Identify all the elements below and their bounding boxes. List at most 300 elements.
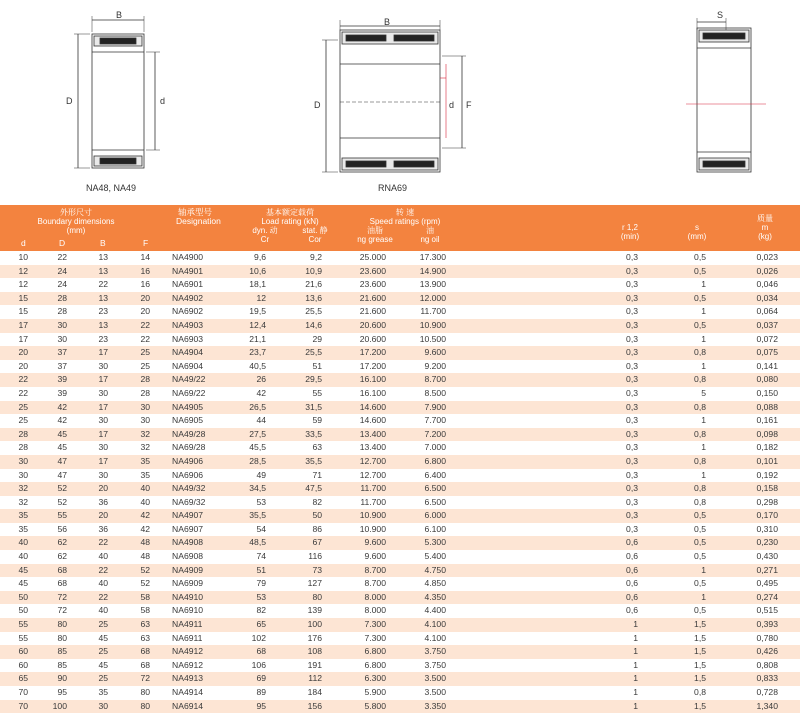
- cell-d: 30: [18, 455, 28, 466]
- cell-D: 28: [57, 306, 67, 317]
- table-row: [0, 659, 800, 673]
- cell-des: NA6914: [172, 700, 204, 711]
- cell-m: 0,495: [756, 578, 778, 589]
- cell-D: 47: [57, 455, 67, 466]
- cell-d: 15: [18, 306, 28, 317]
- bearing-diagrams: [0, 0, 800, 205]
- cell-D: 62: [57, 537, 67, 548]
- cell-m: 0,780: [756, 632, 778, 643]
- cell-F: 52: [140, 564, 150, 575]
- cell-s: 0,5: [694, 292, 706, 303]
- cell-B: 40: [98, 551, 108, 562]
- s-unit: (mm): [687, 232, 707, 241]
- cell-cor: 176: [307, 632, 322, 643]
- cell-cor: 127: [307, 578, 322, 589]
- cell-m: 0,046: [756, 279, 778, 290]
- cell-F: 30: [140, 401, 150, 412]
- cell-des: NA6909: [172, 578, 204, 589]
- cell-grease: 13.400: [359, 428, 386, 439]
- cell-B: 22: [98, 279, 108, 290]
- cell-d: 32: [18, 496, 28, 507]
- third-bearing-drawing: [686, 18, 766, 172]
- r-label: r 1,2: [621, 223, 638, 232]
- cell-F: 40: [140, 496, 150, 507]
- cell-F: 16: [140, 279, 150, 290]
- cell-F: 80: [140, 687, 150, 697]
- cell-s: 1: [701, 591, 706, 602]
- cell-s: 1,5: [694, 673, 706, 684]
- cell-r: 0,3: [626, 442, 638, 453]
- cell-oil: 4.100: [424, 619, 446, 630]
- cell-d: 25: [18, 415, 28, 426]
- mass-unit: (kg): [758, 232, 772, 241]
- cell-grease: 17.200: [359, 347, 386, 358]
- cell-m: 0,161: [756, 415, 778, 426]
- cell-D: 80: [57, 632, 67, 643]
- cell-B: 25: [98, 619, 108, 630]
- cell-cor: 116: [308, 551, 322, 562]
- cell-d: 45: [18, 564, 28, 575]
- cell-oil: 13.900: [419, 279, 446, 290]
- cell-m: 0,150: [756, 387, 778, 398]
- rna69-label-d: d: [449, 100, 455, 110]
- cell-B: 45: [98, 659, 108, 670]
- mass-m: m: [761, 223, 769, 232]
- cell-cr: 54: [256, 523, 266, 534]
- table-row: [0, 373, 800, 387]
- cell-F: 22: [140, 333, 150, 344]
- cell-F: 42: [140, 510, 150, 521]
- cell-d: 12: [18, 279, 28, 290]
- cell-B: 36: [98, 496, 108, 507]
- cell-F: 20: [140, 306, 150, 317]
- cell-r: 0,3: [626, 401, 638, 412]
- cell-D: 30: [57, 319, 67, 330]
- cell-m: 0,298: [756, 496, 778, 507]
- cell-grease: 10.900: [359, 523, 386, 534]
- cell-d: 17: [18, 333, 28, 344]
- cell-cr: 89: [256, 687, 266, 697]
- cell-cor: 31,5: [305, 401, 322, 412]
- grease-en: ng grease: [357, 235, 393, 244]
- boundary-en: Boundary dimensions: [37, 217, 115, 226]
- cell-oil: 8.700: [424, 374, 446, 385]
- cell-oil: 3.750: [424, 646, 446, 657]
- table-row: [0, 672, 800, 686]
- cell-grease: 8.000: [364, 591, 386, 602]
- rna69-drawing: [322, 20, 466, 172]
- cell-cor: 112: [308, 673, 322, 684]
- load-en: Load rating (kN): [261, 217, 319, 226]
- cell-B: 13: [98, 252, 108, 262]
- cell-F: 58: [140, 605, 150, 616]
- cell-F: 63: [140, 619, 150, 630]
- col-D: D: [59, 238, 66, 248]
- cell-m: 0,141: [756, 360, 778, 371]
- cell-cr: 10,6: [249, 265, 266, 276]
- cell-r: 0,3: [626, 415, 638, 426]
- cell-cr: 12,4: [249, 319, 266, 330]
- cell-cor: 139: [307, 605, 322, 616]
- cell-oil: 9.600: [424, 347, 446, 358]
- cell-s: 0,5: [694, 319, 706, 330]
- cell-r: 1: [633, 673, 638, 684]
- designation-en: Designation: [176, 216, 221, 226]
- speed-en: Speed ratings (rpm): [369, 217, 441, 226]
- cell-r: 0,3: [626, 469, 638, 480]
- oil-cn: 油: [426, 226, 434, 235]
- cell-D: 62: [57, 551, 67, 562]
- cell-cr: 49: [256, 469, 266, 480]
- cell-r: 0,6: [626, 578, 638, 589]
- cell-cor: 71: [312, 469, 322, 480]
- cell-cr: 48,5: [249, 537, 266, 548]
- cell-F: 30: [140, 415, 150, 426]
- table-row: [0, 496, 800, 510]
- cell-s: 1,5: [694, 632, 706, 643]
- table-row: [0, 482, 800, 496]
- cell-s: 0,8: [694, 374, 706, 385]
- rna69-caption: RNA69: [378, 183, 408, 193]
- cell-d: 65: [18, 673, 28, 684]
- cell-des: NA6912: [172, 659, 204, 670]
- table-row: [0, 618, 800, 632]
- table-row: [0, 604, 800, 618]
- cell-B: 30: [98, 442, 108, 453]
- na48-na49-drawing: [74, 16, 160, 168]
- cell-des: NA4903: [172, 319, 204, 330]
- table-row: [0, 523, 800, 537]
- cell-D: 45: [57, 442, 67, 453]
- cell-r: 0,3: [626, 347, 638, 358]
- cell-B: 17: [98, 347, 108, 358]
- table-row: [0, 564, 800, 578]
- cell-r: 0,3: [626, 428, 638, 439]
- cell-des: NA4907: [172, 510, 204, 521]
- cell-B: 17: [98, 401, 108, 412]
- cell-B: 30: [98, 469, 108, 480]
- cell-oil: 9.200: [424, 360, 446, 371]
- cell-d: 70: [18, 700, 28, 711]
- cell-D: 56: [57, 523, 67, 534]
- cell-d: 55: [18, 619, 28, 630]
- cell-s: 0,5: [694, 523, 706, 534]
- cell-F: 32: [140, 442, 150, 453]
- cell-m: 0,064: [756, 306, 778, 317]
- cell-oil: 6.500: [424, 483, 446, 494]
- cell-cor: 73: [312, 564, 322, 575]
- cell-m: 0,034: [756, 292, 778, 303]
- cell-D: 72: [57, 591, 67, 602]
- cell-s: 1,5: [694, 700, 706, 711]
- cell-oil: 7.200: [424, 428, 446, 439]
- cell-B: 45: [98, 632, 108, 643]
- cell-d: 22: [18, 374, 28, 385]
- cell-des: NA4909: [172, 564, 204, 575]
- cell-s: 0,5: [694, 605, 706, 616]
- cell-cr: 26: [256, 374, 266, 385]
- col-d: d: [21, 238, 26, 248]
- cell-s: 0,8: [694, 347, 706, 358]
- cell-oil: 4.100: [424, 632, 446, 643]
- cell-d: 35: [18, 523, 28, 534]
- cell-D: 37: [57, 347, 67, 358]
- cell-r: 0,6: [626, 564, 638, 575]
- cell-cor: 184: [307, 687, 322, 697]
- cell-D: 90: [57, 673, 67, 684]
- cell-d: 20: [18, 347, 28, 358]
- cell-grease: 23.600: [359, 279, 386, 290]
- cell-F: 42: [140, 523, 150, 534]
- cell-cr: 44: [256, 415, 266, 426]
- cell-m: 0,170: [756, 510, 778, 521]
- cell-des: NA69/28: [172, 442, 206, 453]
- cell-s: 0,8: [694, 401, 706, 412]
- cell-cr: 106: [251, 659, 266, 670]
- dyn-label: dyn. 动: [252, 226, 278, 235]
- cell-cor: 108: [307, 646, 322, 657]
- cell-s: 1,5: [694, 659, 706, 670]
- cell-cr: 34,5: [249, 483, 266, 494]
- cell-grease: 23.600: [359, 265, 386, 276]
- stat-label: stat. 静: [302, 226, 328, 235]
- cell-D: 52: [57, 496, 67, 507]
- table-row: [0, 469, 800, 483]
- cell-s: 1,5: [694, 619, 706, 630]
- cell-oil: 10.500: [419, 333, 446, 344]
- cell-d: 28: [18, 428, 28, 439]
- cell-s: 0,8: [694, 428, 706, 439]
- cell-grease: 8.700: [364, 564, 386, 575]
- cell-cr: 27,5: [249, 428, 266, 439]
- cell-oil: 12.000: [419, 292, 446, 303]
- designation-cn: 轴承型号: [178, 207, 213, 217]
- cell-des: NA4913: [172, 673, 204, 684]
- cell-cor: 51: [312, 360, 322, 371]
- cell-d: 25: [18, 401, 28, 412]
- table-row: [0, 632, 800, 646]
- cell-B: 35: [98, 687, 108, 697]
- cell-s: 1: [701, 279, 706, 290]
- cell-oil: 5.300: [424, 537, 446, 548]
- cell-cor: 100: [307, 619, 322, 630]
- cell-d: 35: [18, 510, 28, 521]
- cell-cor: 25,5: [305, 306, 322, 317]
- cell-m: 0,098: [756, 428, 778, 439]
- cell-des: NA49/32: [172, 483, 206, 494]
- cell-B: 20: [98, 483, 108, 494]
- table-row: [0, 265, 800, 279]
- cell-F: 32: [140, 428, 150, 439]
- cell-B: 25: [98, 646, 108, 657]
- cell-grease: 11.700: [360, 496, 386, 507]
- cell-r: 1: [633, 687, 638, 697]
- table-row: [0, 591, 800, 605]
- cell-m: 0,426: [756, 646, 778, 657]
- cell-cr: 40,5: [249, 360, 266, 371]
- table-row: [0, 686, 800, 700]
- boundary-unit: (mm): [66, 226, 86, 235]
- cell-r: 0,6: [626, 537, 638, 548]
- cell-cor: 82: [312, 496, 322, 507]
- cell-oil: 4.850: [424, 578, 446, 589]
- cell-grease: 16.100: [359, 387, 386, 398]
- cell-cr: 23,7: [249, 347, 266, 358]
- table-header: [0, 205, 800, 251]
- cell-B: 22: [98, 591, 108, 602]
- cell-D: 68: [57, 578, 67, 589]
- cell-des: NA4910: [172, 591, 204, 602]
- cell-F: 63: [140, 632, 150, 643]
- cell-cr: 35,5: [249, 510, 266, 521]
- cell-B: 20: [98, 510, 108, 521]
- cell-oil: 7.700: [424, 415, 446, 426]
- cell-oil: 6.000: [424, 510, 446, 521]
- cell-cr: 18,1: [249, 279, 266, 290]
- cell-oil: 7.000: [424, 442, 446, 453]
- cell-D: 55: [57, 510, 67, 521]
- cell-oil: 6.800: [424, 455, 446, 466]
- rna69-label-D: D: [314, 100, 321, 110]
- cell-r: 1: [633, 659, 638, 670]
- cell-r: 0,3: [626, 265, 638, 276]
- cell-grease: 20.600: [359, 319, 386, 330]
- cell-D: 42: [57, 415, 67, 426]
- cell-r: 0,3: [626, 523, 638, 534]
- cell-des: NA4908: [172, 537, 204, 548]
- r-unit: (min): [620, 232, 640, 241]
- cell-oil: 10.900: [419, 319, 446, 330]
- cell-grease: 20.600: [359, 333, 386, 344]
- cell-B: 30: [98, 415, 108, 426]
- cell-cor: 86: [312, 523, 322, 534]
- cell-des: NA69/32: [172, 496, 206, 507]
- cell-m: 0,182: [756, 442, 778, 453]
- mass-cn: 质量: [757, 214, 773, 223]
- cell-cor: 21,6: [305, 279, 322, 290]
- cell-oil: 4.400: [424, 605, 446, 616]
- table-row: [0, 401, 800, 415]
- cell-m: 0,037: [756, 319, 778, 330]
- cell-r: 0,3: [626, 333, 638, 344]
- cell-des: NA49/28: [172, 428, 206, 439]
- cell-F: 28: [140, 374, 150, 385]
- cell-grease: 12.700: [359, 469, 386, 480]
- cell-m: 0,808: [756, 659, 778, 670]
- cell-des: NA49/22: [172, 374, 206, 385]
- cell-cr: 9,6: [254, 252, 266, 262]
- cell-d: 70: [18, 687, 28, 697]
- cell-cor: 47,5: [305, 483, 322, 494]
- cell-D: 45: [57, 428, 67, 439]
- table-row: [0, 509, 800, 523]
- cell-d: 22: [18, 387, 28, 398]
- cell-F: 48: [140, 537, 150, 548]
- cell-F: 35: [140, 455, 150, 466]
- load-cn: 基本额定载荷: [266, 208, 314, 217]
- cell-cr: 21,1: [249, 333, 266, 344]
- cell-oil: 3.350: [424, 700, 446, 711]
- cell-D: 37: [57, 360, 67, 371]
- cell-D: 85: [57, 646, 67, 657]
- cell-d: 50: [18, 605, 28, 616]
- cell-des: NA6911: [172, 632, 203, 643]
- cell-r: 0,3: [626, 360, 638, 371]
- cell-F: 25: [140, 347, 150, 358]
- cell-r: 0,3: [626, 279, 638, 290]
- cell-oil: 5.400: [424, 551, 446, 562]
- third-label-s: S: [717, 10, 724, 20]
- col-B: B: [100, 238, 106, 248]
- table-row: [0, 414, 800, 428]
- cell-cr: 95: [256, 700, 266, 711]
- cell-r: 0,6: [626, 605, 638, 616]
- cell-B: 22: [98, 537, 108, 548]
- cell-oil: 17.300: [419, 252, 446, 262]
- cell-cor: 25,5: [305, 347, 322, 358]
- cell-des: NA6901: [172, 279, 204, 290]
- cell-F: 68: [140, 659, 150, 670]
- cell-r: 0,3: [626, 292, 638, 303]
- cell-d: 60: [18, 646, 28, 657]
- cell-grease: 6.800: [364, 659, 386, 670]
- cell-des: NA6908: [172, 551, 204, 562]
- cell-r: 1: [633, 700, 638, 711]
- cell-r: 0,6: [626, 591, 638, 602]
- cell-des: NA4906: [172, 455, 204, 466]
- cell-cr: 68: [256, 646, 266, 657]
- cell-r: 0,6: [626, 551, 638, 562]
- cell-F: 14: [140, 252, 150, 262]
- cell-oil: 6.400: [424, 469, 446, 480]
- cell-grease: 5.800: [364, 700, 386, 711]
- cell-B: 23: [98, 333, 108, 344]
- cell-d: 28: [18, 442, 28, 453]
- cell-D: 22: [57, 252, 67, 262]
- cell-D: 42: [57, 401, 67, 412]
- cell-r: 1: [633, 646, 638, 657]
- cell-r: 0,3: [626, 306, 638, 317]
- table-row: [0, 319, 800, 333]
- cell-cr: 74: [256, 551, 266, 562]
- cell-r: 1: [633, 632, 638, 643]
- cell-s: 0,5: [694, 265, 706, 276]
- cell-cr: 69: [256, 673, 266, 684]
- cell-d: 12: [18, 265, 28, 276]
- cell-oil: 3.750: [424, 659, 446, 670]
- cell-m: 0,271: [756, 564, 778, 575]
- cell-cor: 80: [312, 591, 322, 602]
- cell-cor: 29: [312, 333, 322, 344]
- cell-des: NA6905: [172, 415, 204, 426]
- cell-cr: 65: [256, 619, 266, 630]
- cell-B: 13: [98, 319, 108, 330]
- cell-oil: 3.500: [424, 687, 446, 697]
- cell-B: 30: [98, 700, 108, 711]
- cell-F: 80: [140, 700, 150, 711]
- cell-D: 52: [57, 483, 67, 494]
- cell-d: 50: [18, 591, 28, 602]
- cell-grease: 11.700: [360, 483, 386, 494]
- cell-B: 40: [98, 605, 108, 616]
- cell-cor: 63: [312, 442, 322, 453]
- s-label: s: [695, 223, 699, 232]
- cell-grease: 6.800: [364, 646, 386, 657]
- cell-r: 0,3: [626, 374, 638, 385]
- cell-D: 85: [57, 659, 67, 670]
- cell-grease: 8.000: [364, 605, 386, 616]
- cell-grease: 8.700: [364, 578, 386, 589]
